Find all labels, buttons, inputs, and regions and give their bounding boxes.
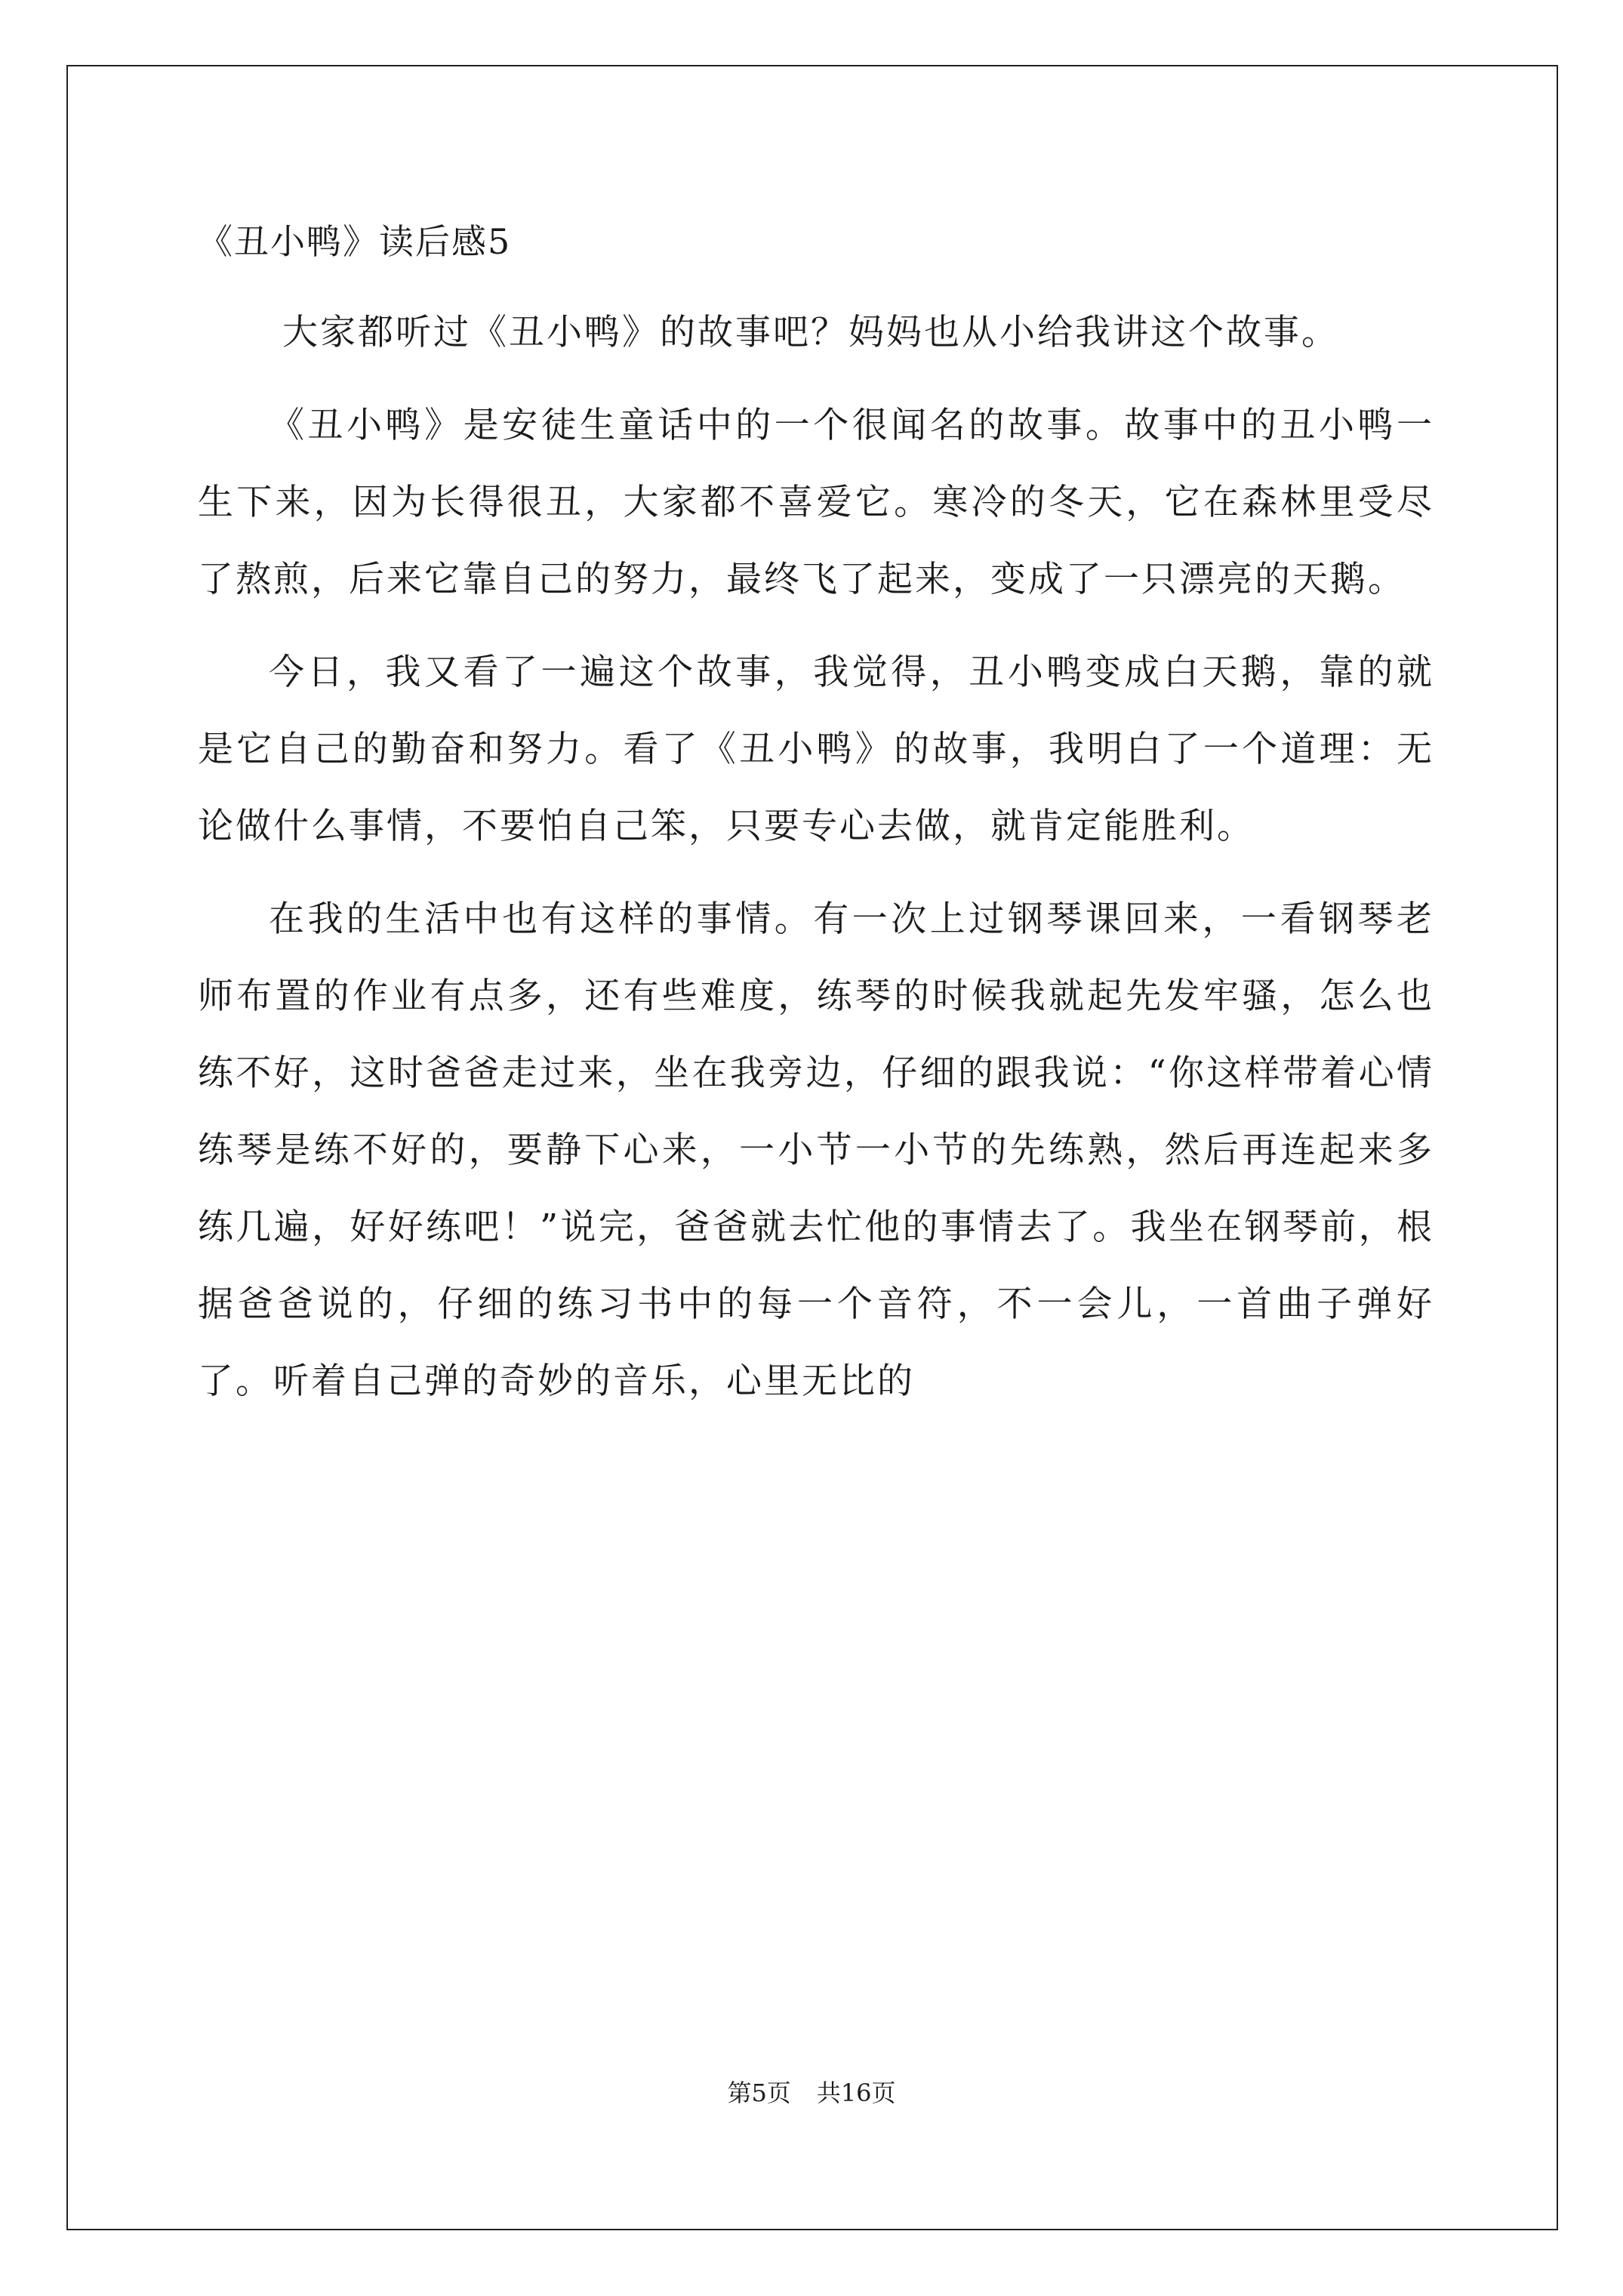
page-number: 第5页	[727, 2079, 791, 2107]
paragraph-2: 《丑小鸭》是安徒生童话中的一个很闻名的故事。故事中的丑小鸭一生下来，因为长得很丑，大家都不喜爱它。寒冷的冬天，它在森林里受尽了熬煎，后来它靠自己的努力，最终飞了起来，变成了一只漂亮的天鹅。	[198, 405, 1434, 600]
document-body	[198, 219, 1434, 1436]
document-title: 《丑小鸭》读后感5	[198, 221, 512, 262]
paragraph-1: 大家都听过《丑小鸭》的故事吧？妈妈也从小给我讲这个故事。	[282, 312, 1339, 353]
page-footer	[0, 2078, 1623, 2108]
paragraph-4: 在我的生活中也有这样的事情。有一次上过钢琴课回来，一看钢琴老师布置的作业有点多，还有些难度，练琴的时候我就起先发牢骚，怎么也练不好，这时爸爸走过来，坐在我旁边，仔细的跟我说：“你这样带着心情练琴是练不好的，要静下心来，一小节一小节的先练熟，然后再连起来多练几遍，好好练吧！”说完，爸爸就去忙他的事情去了。我坐在钢琴前，根据爸爸说的，仔细的练习书中的每一个音符，不一会儿，一首曲子弹好了。听着自己弹的奇妙的音乐，心里无比的	[198, 898, 1434, 1402]
paragraph-3: 今日，我又看了一遍这个故事，我觉得，丑小鸭变成白天鹅，靠的就是它自己的勤奋和努力。看了《丑小鸭》的故事，我明白了一个道理：无论做什么事情，不要怕自己笨，只要专心去做，就肯定能胜利。	[198, 652, 1434, 847]
page-total: 共16页	[816, 2079, 896, 2107]
